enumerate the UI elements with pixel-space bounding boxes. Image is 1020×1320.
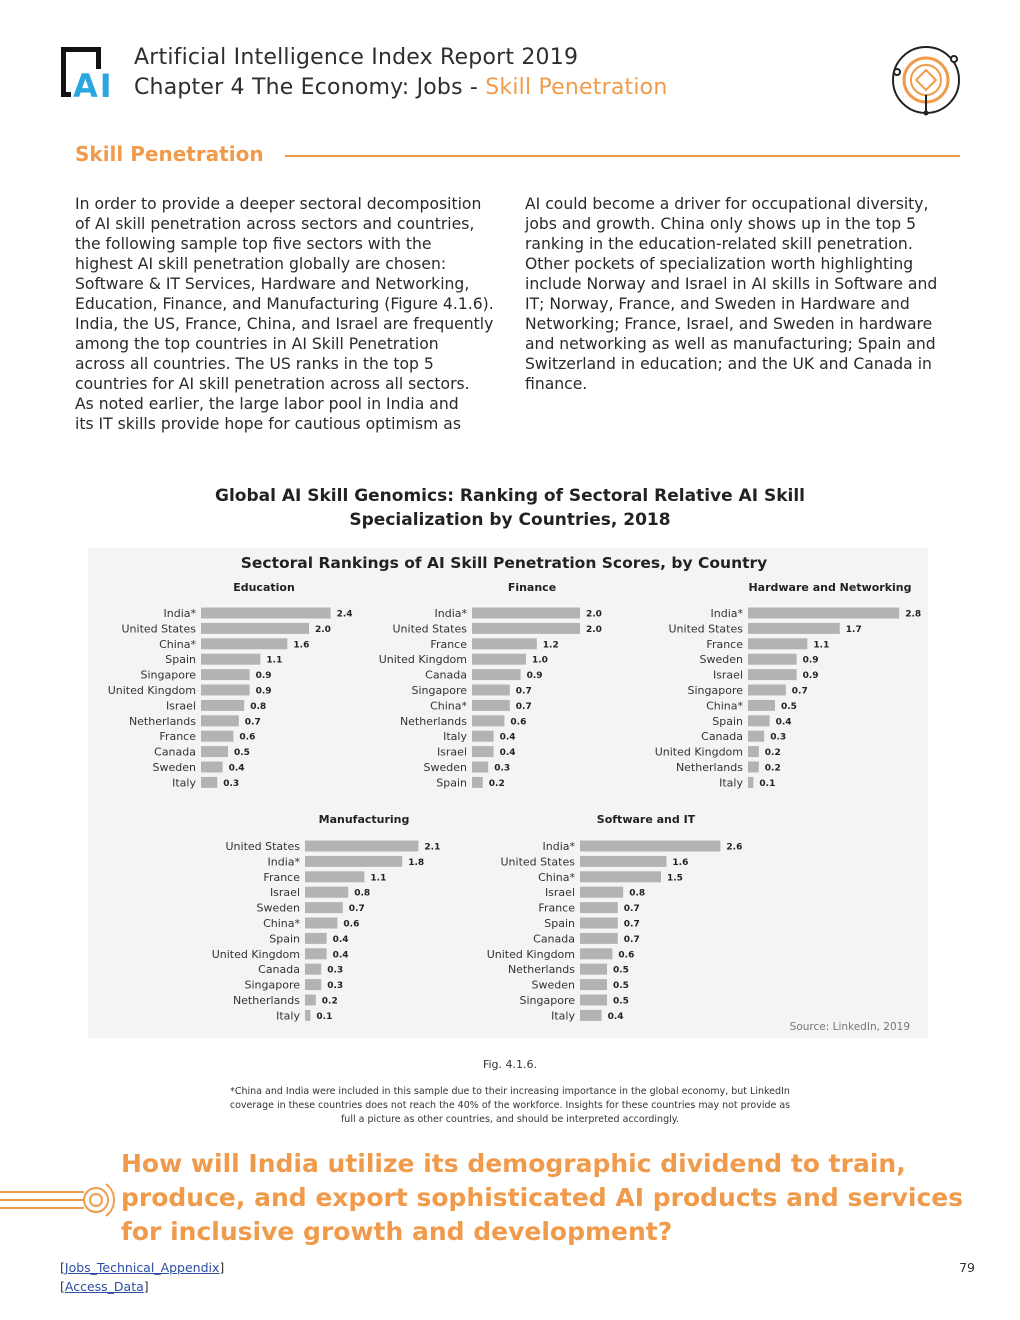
access-data-link[interactable]: Access_Data — [64, 1279, 144, 1294]
data-label: 1.8 — [408, 857, 425, 868]
ai-index-logo — [60, 46, 120, 100]
tick-label: Canada — [701, 730, 743, 744]
data-label: 0.7 — [348, 904, 365, 915]
tick-label: Italy — [719, 776, 743, 790]
tick-label: France — [159, 730, 196, 744]
tick-label: France — [706, 637, 743, 651]
bar — [472, 700, 510, 711]
body-text-left — [75, 194, 495, 434]
data-label: 0.5 — [613, 981, 629, 992]
data-label: 0.2 — [321, 996, 338, 1007]
tick-label: Spain — [269, 932, 300, 946]
tick-label: Italy — [172, 776, 196, 790]
tick-label: Netherlands — [399, 714, 467, 728]
tick-label: China* — [263, 917, 300, 930]
footnote-line: coverage in these countries does not reach the 40% of the workforce. Insights for these countries may not provide as — [229, 1100, 791, 1111]
bar — [201, 762, 223, 773]
data-label: 1.1 — [813, 640, 830, 651]
body-line: Switzerland in education; and the UK and Canada in — [525, 355, 932, 373]
bar — [580, 902, 618, 913]
bar — [201, 654, 260, 665]
bar — [305, 979, 321, 990]
data-label: 0.3 — [770, 732, 787, 743]
chart-title: Sectoral Rankings of AI Skill Penetration Scores, by Country — [240, 554, 768, 572]
bar — [580, 856, 666, 867]
chapter-emblem-icon — [888, 42, 964, 118]
body-line: finance. — [525, 375, 588, 393]
data-label: 0.7 — [515, 686, 532, 697]
tick-label: United Kingdom — [378, 653, 467, 667]
tick-label: Singapore — [687, 684, 743, 697]
body-line: Education, Finance, and Manufacturing (Figure 4.1.6). — [75, 295, 494, 313]
tick-label: Italy — [551, 1009, 575, 1023]
data-label: 1.7 — [845, 624, 862, 635]
bar — [580, 887, 623, 898]
data-label: 0.4 — [775, 717, 792, 728]
bar — [580, 933, 618, 944]
tick-label: United States — [392, 622, 467, 636]
tick-label: China* — [538, 870, 575, 884]
data-label: 2.6 — [726, 842, 743, 853]
tick-label: Israel — [544, 886, 575, 900]
body-text-right — [525, 194, 945, 394]
tick-label: United States — [121, 622, 196, 636]
body-line: Software & IT Services, Hardware and Networking, — [75, 275, 470, 293]
bar — [305, 948, 327, 959]
data-label: 0.1 — [316, 1011, 333, 1022]
data-label: 1.5 — [667, 873, 683, 884]
bar — [472, 669, 521, 680]
tick-label: Singapore — [411, 684, 467, 697]
bar — [472, 654, 526, 665]
data-label: 0.6 — [510, 717, 527, 728]
data-label: 0.9 — [255, 686, 272, 697]
tick-label: France — [538, 901, 575, 915]
footer-link-row: [Access_Data] — [60, 1279, 149, 1294]
tick-label: Netherlands — [507, 963, 575, 977]
body-line: of AI skill penetration across sectors and countries, — [75, 215, 475, 233]
bar — [580, 995, 607, 1006]
tick-label: Canada — [533, 932, 575, 946]
body-line: the following sample top five sectors with the — [75, 235, 432, 253]
tick-label: Canada — [425, 668, 467, 682]
figure-footnote — [210, 1085, 810, 1127]
data-label: 0.6 — [239, 732, 256, 743]
tick-label: Israel — [712, 668, 743, 682]
data-label: 0.4 — [607, 1011, 624, 1022]
tick-label: Spain — [544, 917, 575, 930]
data-label: 0.7 — [791, 686, 808, 697]
bar — [580, 964, 607, 975]
bar — [748, 762, 759, 773]
tick-label: United Kingdom — [107, 684, 196, 697]
data-label: 0.7 — [623, 904, 640, 915]
bar — [305, 918, 337, 929]
bar — [201, 623, 309, 634]
tick-label: Sweden — [699, 653, 743, 667]
body-line: Networking; France, Israel, and Sweden in hardware — [525, 315, 933, 333]
tick-label: Singapore — [140, 668, 196, 682]
bar — [580, 1010, 602, 1021]
chapter-title — [134, 75, 668, 100]
data-label: 2.4 — [336, 609, 353, 620]
tick-label: China* — [706, 699, 743, 713]
bar — [748, 777, 753, 788]
tick-label: China* — [159, 637, 196, 651]
bar — [748, 700, 775, 711]
panel-title: Hardware and Networking — [748, 581, 912, 594]
bar — [472, 638, 537, 649]
tick-label: United Kingdom — [211, 947, 300, 961]
data-label: 0.2 — [764, 763, 781, 774]
bar — [201, 638, 287, 649]
data-label: 1.1 — [266, 655, 283, 666]
bar — [748, 685, 786, 696]
figure-caption: Fig. 4.1.6. — [482, 1058, 538, 1071]
jobs-technical-appendix-link[interactable]: Jobs_Technical_Appendix — [64, 1260, 220, 1275]
body-line: its IT skills provide hope for cautious optimism as — [75, 415, 461, 433]
bar — [305, 841, 418, 852]
data-label: 1.1 — [370, 873, 387, 884]
tick-label: Italy — [276, 1009, 300, 1023]
bar — [472, 762, 488, 773]
bar — [472, 623, 580, 634]
data-label: 0.8 — [629, 888, 646, 899]
page-number: 79 — [959, 1260, 975, 1275]
bar — [472, 746, 494, 757]
bar — [580, 871, 661, 882]
section-title: Skill Penetration — [75, 142, 264, 166]
tick-label: Spain — [712, 714, 743, 728]
data-label: 1.6 — [293, 640, 310, 651]
data-label: 0.8 — [250, 701, 267, 712]
tick-label: France — [263, 870, 300, 884]
bar — [201, 731, 233, 742]
tick-label: China* — [430, 699, 467, 713]
chapter-accent: Skill Penetration — [485, 75, 668, 100]
bar — [748, 654, 797, 665]
tick-label: Israel — [165, 699, 196, 713]
panel-title: Education — [233, 581, 295, 594]
tick-label: United Kingdom — [654, 745, 743, 759]
bar — [305, 964, 321, 975]
chapter-prefix: Chapter 4 The Economy: Jobs - — [134, 75, 486, 100]
tick-label: Spain — [436, 776, 467, 790]
data-label: 1.6 — [672, 857, 689, 868]
tick-label: United States — [668, 622, 743, 636]
question-callout: How will India utilize its demographic dividend to train, produce, and export sophisticated AI products and services for inclusive growth and development? — [121, 1149, 964, 1246]
tick-label: India* — [434, 607, 467, 620]
footnote-line: full a picture as other countries, and should be interpreted accordingly. — [340, 1114, 680, 1125]
bar — [201, 608, 331, 619]
panel-title: Finance — [507, 581, 557, 594]
bar — [748, 638, 807, 649]
data-label: 2.0 — [586, 609, 602, 620]
bar — [472, 608, 580, 619]
body-line: and networking as well as manufacturing; Spain and — [525, 335, 936, 353]
bar — [472, 777, 483, 788]
data-label: 0.7 — [623, 919, 640, 930]
data-label: 2.0 — [315, 624, 331, 635]
data-label: 2.8 — [905, 609, 922, 620]
data-label: 0.1 — [759, 778, 776, 789]
tick-label: Netherlands — [128, 714, 196, 728]
body-line: across all countries. The US ranks in the top 5 — [75, 355, 434, 373]
data-label: 0.6 — [343, 919, 360, 930]
body-line: ranking in the education-related skill penetration. — [525, 235, 913, 253]
logo-text: AI — [73, 67, 114, 100]
bar — [472, 731, 494, 742]
data-label: 0.6 — [618, 950, 635, 961]
data-label: 0.3 — [223, 778, 240, 789]
body-line: India, the US, France, China, and Israel are frequently — [75, 315, 494, 333]
bar — [305, 887, 348, 898]
tick-label: Sweden — [152, 761, 196, 774]
bar — [305, 902, 343, 913]
bar — [201, 700, 244, 711]
data-label: 1.2 — [542, 640, 559, 651]
data-label: 0.7 — [244, 717, 261, 728]
bar — [305, 871, 364, 882]
bar — [580, 841, 720, 852]
bar — [201, 715, 239, 726]
data-label: 0.5 — [234, 748, 250, 759]
bar — [748, 746, 759, 757]
tick-label: Sweden — [256, 901, 300, 915]
tick-label: Spain — [165, 653, 196, 667]
data-label: 0.9 — [802, 671, 819, 682]
data-label: 0.2 — [488, 778, 505, 789]
data-label: 2.1 — [424, 842, 441, 853]
tick-label: Sweden — [423, 761, 467, 774]
body-line: As noted earlier, the large labor pool in India and — [75, 395, 459, 413]
bar — [201, 777, 217, 788]
tick-label: Canada — [258, 963, 300, 977]
body-line: IT; Norway, France, and Sweden in Hardware and — [525, 295, 910, 313]
data-label: 0.7 — [515, 701, 532, 712]
report-title: Artificial Intelligence Index Report 2019 — [134, 45, 579, 70]
bar — [305, 1010, 310, 1021]
tick-label: Netherlands — [675, 761, 743, 774]
figure-title-line2: Specialization by Countries, 2018 — [349, 510, 671, 530]
data-label: 0.4 — [499, 748, 516, 759]
tick-label: United States — [500, 855, 575, 869]
tick-label: India* — [542, 840, 575, 853]
tick-label: Sweden — [531, 978, 575, 992]
bar — [748, 669, 797, 680]
tick-label: Israel — [269, 886, 300, 900]
tick-label: Israel — [436, 745, 467, 759]
body-line: Other pockets of specialization worth highlighting — [525, 255, 914, 273]
section-rule — [285, 155, 960, 157]
data-label: 0.3 — [327, 965, 344, 976]
data-label: 0.9 — [802, 655, 819, 666]
data-label: 0.4 — [332, 934, 349, 945]
footnote-line: *China and India were included in this sample due to their increasing importance in the global economy, but LinkedIn — [230, 1086, 790, 1097]
data-label: 0.3 — [494, 763, 511, 774]
bar — [748, 608, 899, 619]
bar — [472, 715, 504, 726]
bar — [580, 948, 612, 959]
bar — [580, 979, 607, 990]
callout-target-icon — [0, 1178, 118, 1222]
bar — [580, 918, 618, 929]
bar — [305, 995, 316, 1006]
bar — [201, 685, 250, 696]
chart-source: Source: LinkedIn, 2019 — [789, 1021, 910, 1033]
footer-link-row: [Jobs_Technical_Appendix] — [60, 1260, 225, 1275]
bar — [748, 715, 770, 726]
tick-label: France — [430, 637, 467, 651]
data-label: 0.4 — [332, 950, 349, 961]
tick-label: Canada — [154, 745, 196, 759]
body-line: highest AI skill penetration globally are chosen: — [75, 255, 447, 273]
bar — [201, 746, 228, 757]
tick-label: Italy — [443, 730, 467, 744]
data-label: 2.0 — [586, 624, 602, 635]
bar — [201, 669, 250, 680]
body-line: include Norway and Israel in AI skills in Software and — [525, 275, 938, 293]
data-label: 0.3 — [327, 981, 344, 992]
data-label: 0.5 — [781, 701, 797, 712]
tick-label: India* — [710, 607, 743, 620]
body-line: countries for AI skill penetration across all sectors. — [75, 375, 470, 393]
data-label: 1.0 — [532, 655, 548, 666]
data-label: 0.9 — [255, 671, 272, 682]
body-line: In order to provide a deeper sectoral decomposition — [75, 195, 482, 213]
bar — [305, 856, 402, 867]
sector-bar-charts — [88, 548, 928, 1038]
body-line: jobs and growth. China only shows up in the top 5 — [525, 215, 917, 233]
data-label: 0.4 — [228, 763, 245, 774]
data-label: 0.7 — [623, 934, 640, 945]
data-label: 0.5 — [613, 965, 629, 976]
tick-label: United Kingdom — [486, 947, 575, 961]
data-label: 0.2 — [764, 748, 781, 759]
data-label: 0.8 — [354, 888, 371, 899]
bar — [472, 685, 510, 696]
data-label: 0.9 — [526, 671, 543, 682]
data-label: 0.5 — [613, 996, 629, 1007]
panel-title: Software and IT — [596, 813, 696, 826]
tick-label: Singapore — [519, 994, 575, 1007]
tick-label: India* — [267, 855, 300, 869]
bar — [748, 623, 840, 634]
tick-label: Netherlands — [232, 994, 300, 1007]
tick-label: India* — [163, 607, 196, 620]
tick-label: United States — [225, 840, 300, 853]
body-line: AI could become a driver for occupational diversity, — [525, 195, 929, 213]
tick-label: Singapore — [244, 978, 300, 992]
figure-title: Global AI Skill Genomics: Ranking of Sectoral Relative AI Skill — [215, 486, 805, 506]
bar — [305, 933, 327, 944]
data-label: 0.4 — [499, 732, 516, 743]
body-line: among the top countries in AI Skill Penetration — [75, 335, 439, 353]
bar — [748, 731, 764, 742]
panel-title: Manufacturing — [318, 813, 410, 826]
